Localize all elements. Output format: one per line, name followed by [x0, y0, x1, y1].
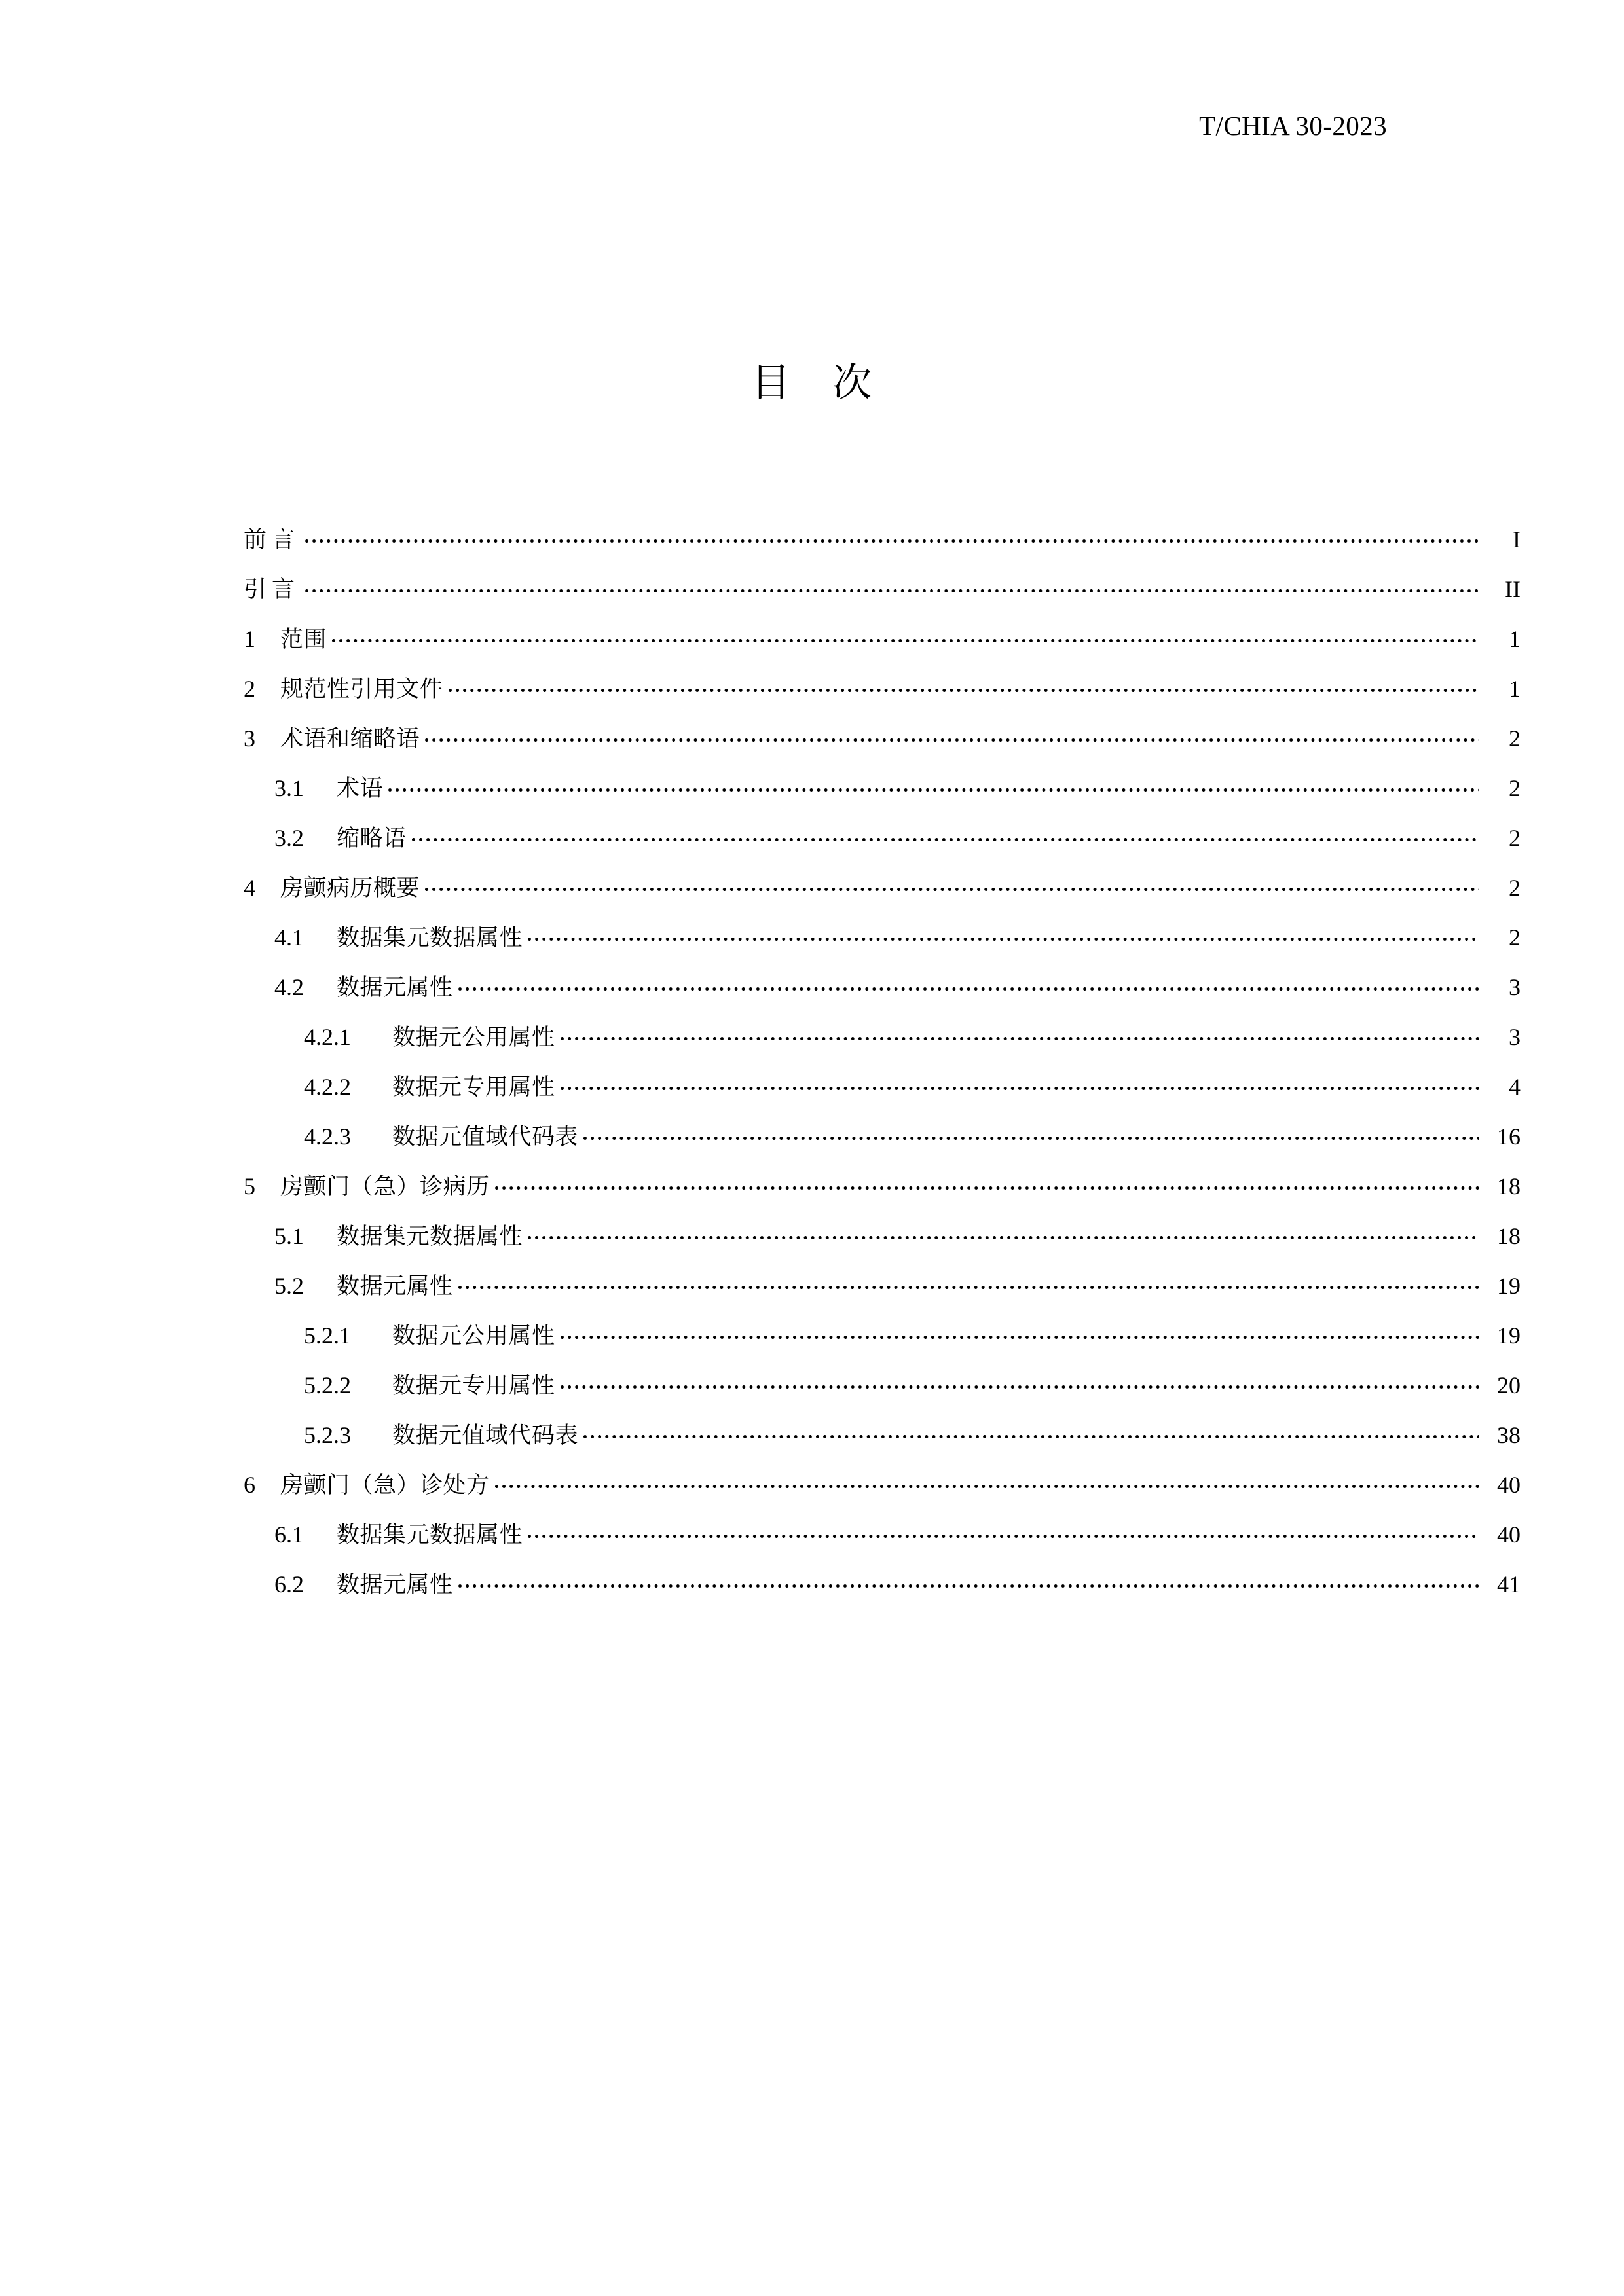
toc-entry-label: 数据元专用属性	[392, 1074, 555, 1101]
toc-entry-page-number: 19	[1497, 1322, 1521, 1349]
page-title	[0, 360, 1624, 406]
toc-entry-number: 3.2	[274, 825, 304, 851]
toc-entry-page-number: 4	[1509, 1074, 1521, 1100]
toc-entry-label: 数据集元数据属性	[337, 1522, 523, 1548]
toc-entry-label: 数据元公用属性	[392, 1025, 555, 1051]
toc-entry-page-number: I	[1513, 526, 1521, 553]
toc-entry[interactable]	[244, 1320, 1521, 1348]
dot-leader	[528, 1519, 1479, 1542]
toc-entry-page-number: 38	[1497, 1422, 1521, 1448]
dot-leader	[561, 1320, 1479, 1343]
toc-entry-number: 4.1	[274, 924, 304, 951]
toc-entry-page-number: 3	[1509, 974, 1521, 1000]
toc-entry-number: 4.2	[274, 974, 304, 1000]
toc-entry[interactable]	[244, 773, 1521, 801]
toc-entry-label: 规范性引用文件	[280, 676, 443, 702]
toc-entry[interactable]	[244, 574, 1521, 602]
toc-entry-label: 房颤门（急）诊处方	[280, 1472, 490, 1499]
toc-entry[interactable]	[244, 1419, 1521, 1448]
toc-entry[interactable]	[244, 922, 1521, 950]
toc-entry-page-number: 2	[1509, 725, 1521, 752]
toc-entry-number: 5.1	[274, 1223, 304, 1249]
toc-entry-number: 3	[244, 725, 255, 752]
toc-entry[interactable]	[244, 1021, 1521, 1049]
toc-entry[interactable]	[244, 1121, 1521, 1149]
toc-entry[interactable]	[244, 1220, 1521, 1248]
dot-leader	[528, 1220, 1479, 1244]
toc-entry[interactable]	[244, 673, 1521, 701]
table-of-contents	[244, 524, 1521, 1597]
toc-entry-number: 1	[244, 626, 255, 652]
toc-entry-label: 数据元属性	[337, 1572, 453, 1598]
dot-leader	[332, 623, 1479, 647]
dot-leader	[449, 673, 1479, 697]
dot-leader	[583, 1121, 1479, 1144]
toc-entry-label: 术语和缩略语	[280, 726, 420, 752]
standard-number: T/CHIA 30-2023	[1199, 111, 1387, 141]
dot-leader	[388, 773, 1479, 796]
toc-entry-page-number: 41	[1497, 1571, 1521, 1597]
toc-entry-number: 2	[244, 676, 255, 702]
toc-entry-label: 缩略语	[337, 826, 407, 852]
toc-entry[interactable]	[244, 822, 1521, 850]
toc-entry-page-number: 3	[1509, 1024, 1521, 1050]
dot-leader	[458, 972, 1479, 995]
toc-entry-page-number: 18	[1497, 1223, 1521, 1249]
toc-entry-number: 5.2	[274, 1273, 304, 1299]
toc-entry-page-number: 1	[1509, 626, 1521, 652]
toc-entry-page-number: 40	[1497, 1522, 1521, 1548]
toc-entry-label: 数据元专用属性	[392, 1373, 555, 1399]
toc-entry-number: 6.2	[274, 1571, 304, 1597]
toc-entry-label: 术语	[337, 776, 384, 802]
toc-entry[interactable]	[244, 723, 1521, 751]
toc-entry-page-number: 20	[1497, 1372, 1521, 1398]
toc-entry-label: 数据元属性	[337, 1273, 453, 1300]
toc-entry-page-number: 18	[1497, 1173, 1521, 1199]
toc-entry-number: 3.1	[274, 775, 304, 801]
toc-entry[interactable]	[244, 1370, 1521, 1398]
dot-leader	[561, 1370, 1479, 1393]
dot-leader	[528, 922, 1479, 945]
toc-entry-page-number: 2	[1509, 825, 1521, 851]
toc-entry[interactable]	[244, 623, 1521, 651]
toc-entry-label: 数据集元数据属性	[337, 1224, 523, 1250]
toc-entry-label: 范围	[280, 627, 327, 653]
toc-entry-number: 4.2.3	[304, 1123, 351, 1150]
dot-leader	[583, 1419, 1479, 1443]
toc-entry[interactable]	[244, 1519, 1521, 1547]
toc-entry-label: 数据元值域代码表	[392, 1124, 579, 1150]
toc-entry-number: 5	[244, 1173, 255, 1199]
toc-entry-label: 数据元值域代码表	[392, 1423, 579, 1449]
toc-entry[interactable]	[244, 1469, 1521, 1497]
toc-entry-page-number: 40	[1497, 1472, 1521, 1498]
dot-leader	[458, 1270, 1479, 1294]
dot-leader	[561, 1071, 1479, 1095]
toc-entry-label: 房颤门（急）诊病历	[280, 1174, 490, 1200]
toc-entry-page-number: 2	[1509, 875, 1521, 901]
toc-entry-number: 4	[244, 875, 255, 901]
toc-entry-page-number: 2	[1509, 775, 1521, 801]
page-header	[0, 113, 1624, 152]
toc-entry-number: 4.2.2	[304, 1074, 351, 1100]
toc-entry-label: 数据元公用属性	[392, 1323, 555, 1349]
toc-entry-label: 数据集元数据属性	[337, 925, 523, 951]
toc-entry[interactable]	[244, 1071, 1521, 1099]
toc-entry-page-number: 16	[1497, 1123, 1521, 1150]
dot-leader	[412, 822, 1479, 846]
toc-entry-number: 6	[244, 1472, 255, 1498]
toc-title-text: 目 次	[751, 360, 873, 406]
toc-entry[interactable]	[244, 972, 1521, 1000]
toc-entry-number: 5.2.3	[304, 1422, 351, 1448]
toc-entry-page-number: 2	[1509, 924, 1521, 951]
toc-entry-page-number: 19	[1497, 1273, 1521, 1299]
dot-leader	[305, 574, 1479, 597]
dot-leader	[561, 1021, 1479, 1045]
toc-entry[interactable]	[244, 1270, 1521, 1298]
toc-entry-label: 引言	[244, 577, 301, 603]
toc-entry-number: 5.2.1	[304, 1322, 351, 1349]
toc-entry-page-number: 1	[1509, 676, 1521, 702]
toc-entry-label: 房颤病历概要	[280, 875, 420, 902]
toc-entry-page-number: II	[1505, 576, 1521, 602]
toc-entry[interactable]	[244, 524, 1521, 552]
toc-entry-number: 6.1	[274, 1522, 304, 1548]
toc-entry-label: 前言	[244, 527, 301, 553]
toc-entry-label: 数据元属性	[337, 975, 453, 1001]
toc-entry-number: 4.2.1	[304, 1024, 351, 1050]
dot-leader	[305, 524, 1479, 547]
dot-leader	[495, 1469, 1479, 1493]
toc-entry-number: 5.2.2	[304, 1372, 351, 1398]
dot-leader	[458, 1569, 1479, 1592]
toc-entry[interactable]	[244, 1569, 1521, 1597]
dot-leader	[425, 872, 1479, 896]
dot-leader	[495, 1171, 1479, 1194]
toc-entry[interactable]	[244, 872, 1521, 900]
toc-entry[interactable]	[244, 1171, 1521, 1199]
dot-leader	[425, 723, 1479, 746]
